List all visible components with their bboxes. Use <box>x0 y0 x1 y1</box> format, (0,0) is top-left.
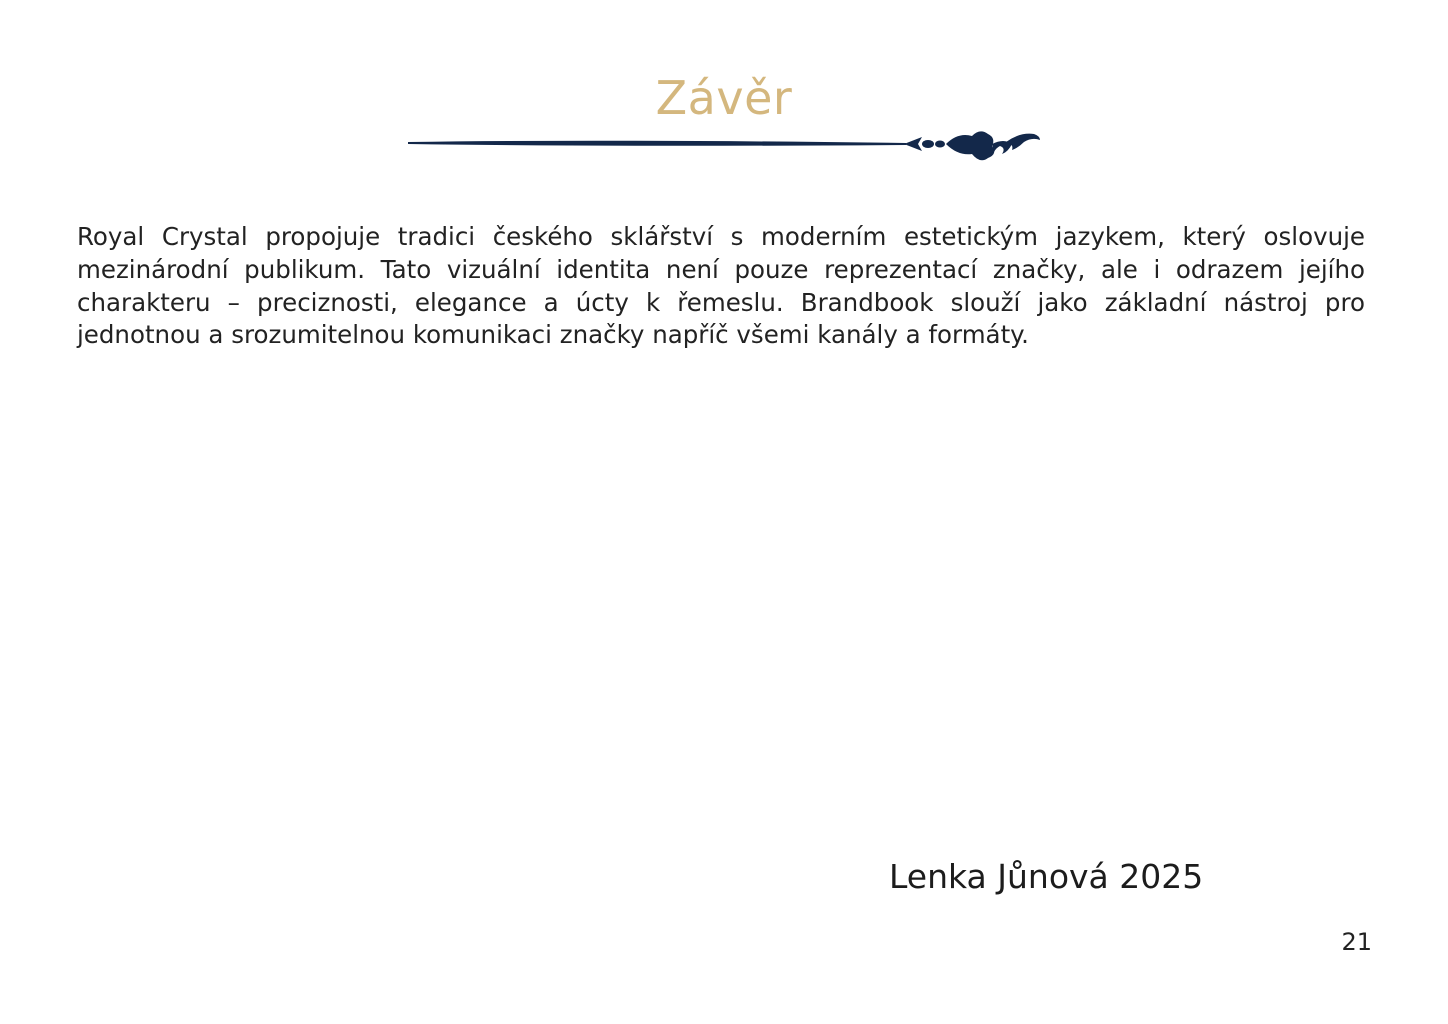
divider-line <box>408 141 906 146</box>
page-number: 21 <box>1341 928 1372 956</box>
body-paragraph: Royal Crystal propojuje tradici českého sklářství s moderním estetickým jazykem, který oslovuje mezinárodní publikum. Tato vizuální identita není pouze reprezentací značky, ale i odrazem jejího charakteru – preciznosti, elegance a úcty k řemeslu. Brandbook slouží jako základní nástroj pro jednotnou a srozumitelnou komunikaci značky napříč všemi kanály a formáty. <box>77 222 1365 350</box>
author-signature: Lenka Jůnová 2025 <box>889 857 1204 896</box>
page-title: Závěr <box>655 71 793 125</box>
divider-leaf <box>946 131 994 160</box>
divider-tail <box>1006 134 1040 150</box>
divider-arrow <box>904 137 922 151</box>
flourish-divider-icon <box>406 124 1046 168</box>
